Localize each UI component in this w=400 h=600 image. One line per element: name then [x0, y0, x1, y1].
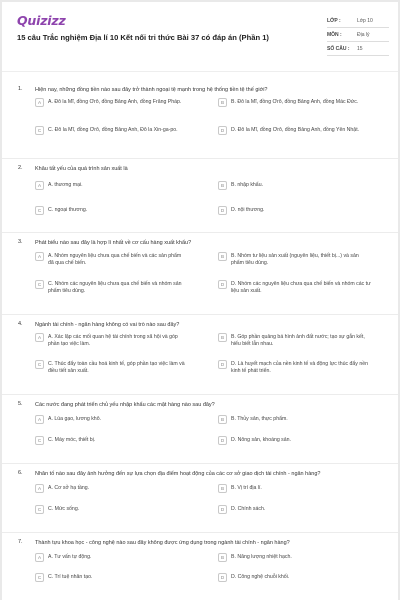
option-letter-box: B: [218, 333, 227, 342]
option-c[interactable]: [35, 506, 188, 514]
option-a[interactable]: [35, 334, 188, 348]
meta-row-subject: [327, 28, 389, 42]
question-number: 5.: [18, 401, 23, 407]
question-item: [2, 80, 398, 159]
question-item: [2, 159, 398, 233]
question-item: [2, 464, 398, 533]
option-letter-box: C: [35, 436, 44, 445]
option-d[interactable]: [218, 574, 371, 582]
meta-label: LỚP :: [327, 17, 341, 24]
option-letter-box: B: [218, 98, 227, 107]
quizizz-logo: Quizizz: [17, 13, 66, 28]
option-letter-box: C: [35, 126, 44, 135]
option-letter-box: B: [218, 553, 227, 562]
meta-row-class: [327, 14, 389, 28]
question-text: Nhân tố nào sau đây ảnh hưởng đến sự lựa chọn địa điểm hoạt động của các cơ sở giao dịch tài chính - ngân hàng?: [35, 471, 321, 477]
meta-label: SỐ CÂU :: [327, 45, 350, 52]
option-text: A. Nhóm nguyên liệu chưa qua chế biến và các sản phẩm đã qua chế biến.: [48, 253, 182, 266]
option-letter-box: A: [35, 333, 44, 342]
question-number: 2.: [18, 165, 23, 171]
question-text: Khâu tất yếu của quá trình sản xuất là: [35, 166, 128, 172]
option-text: B. nhập khẩu.: [231, 182, 264, 188]
option-text: B. Thủy sản, thực phẩm.: [231, 416, 288, 422]
option-d[interactable]: [218, 127, 371, 135]
option-text: B. Năng lượng nhiệt hạch.: [231, 554, 292, 560]
option-text: D. Là huyết mạch của nền kinh tế và động lực thúc đẩy nền kinh tế phát triển.: [231, 361, 368, 374]
option-text: B. Đô la Mĩ, đồng Ơrô, đồng Bảng Anh, đồng Mác Đức.: [231, 99, 359, 105]
option-letter-box: C: [35, 360, 44, 369]
option-letter-box: B: [218, 181, 227, 190]
option-letter-box: D: [218, 280, 227, 289]
option-text: C. Trí tuệ nhân tạo.: [48, 574, 93, 580]
option-text: A. Lúa gạo, lương khô.: [48, 416, 102, 422]
option-letter-box: A: [35, 252, 44, 261]
option-text: C. Thúc đẩy toàn cầu hoá kinh tế, góp phần tạo việc làm và điều tiết sản xuất.: [48, 361, 185, 374]
option-text: A. Tư vấn tự động.: [48, 554, 92, 560]
option-b[interactable]: [218, 182, 371, 190]
question-number: 3.: [18, 239, 23, 245]
option-text: A. thương mại.: [48, 182, 83, 188]
question-number: 6.: [18, 470, 23, 476]
option-text: D. nội thương.: [231, 207, 265, 213]
option-d[interactable]: [218, 281, 371, 295]
option-d[interactable]: [218, 207, 371, 215]
option-text: D. Công nghệ chuỗi khối.: [231, 574, 290, 580]
option-d[interactable]: [218, 506, 371, 514]
option-c[interactable]: [35, 437, 188, 445]
option-letter-box: D: [218, 360, 227, 369]
option-b[interactable]: [218, 485, 371, 493]
meta-box: [327, 14, 389, 56]
option-d[interactable]: [218, 437, 371, 445]
option-letter-box: A: [35, 181, 44, 190]
option-c[interactable]: [35, 281, 188, 295]
option-letter-box: D: [218, 436, 227, 445]
option-letter-box: B: [218, 415, 227, 424]
option-letter-box: B: [218, 484, 227, 493]
option-text: B. Nhóm tư liệu sản xuất (nguyên liệu, thiết bị...) và sản phẩm tiêu dùng.: [231, 253, 359, 266]
option-letter-box: A: [35, 98, 44, 107]
option-a[interactable]: [35, 416, 188, 424]
option-letter-box: D: [218, 206, 227, 215]
option-text: A. Xác lập các mối quan hệ tài chính trong xã hội và góp phần tạo việc làm.: [48, 334, 178, 347]
question-text: Phát biểu nào sau đây là hợp lí nhất về cơ cấu hàng xuất khẩu?: [35, 240, 192, 246]
meta-value: 15: [357, 45, 363, 52]
option-c[interactable]: [35, 361, 188, 375]
option-text: B. Góp phần quảng bá hình ảnh đất nước; tạo sự gắn kết, hiểu biết lẫn nhau.: [231, 334, 365, 347]
question-item: [2, 315, 398, 395]
option-c[interactable]: [35, 127, 188, 135]
option-text: C. ngoại thương.: [48, 207, 88, 213]
option-letter-box: D: [218, 126, 227, 135]
option-text: D. Đô la Mĩ, đồng Ơrô, đồng Bảng Anh, đồng Yên Nhật.: [231, 127, 360, 133]
question-number: 4.: [18, 321, 23, 327]
option-a[interactable]: [35, 253, 188, 267]
option-text: C. Nhóm các nguyên liệu chưa qua chế biến và nhóm sản phẩm tiêu dùng.: [48, 281, 182, 294]
option-letter-box: D: [218, 573, 227, 582]
question-text: Ngành tài chính - ngân hàng không có vai trò nào sau đây?: [35, 322, 180, 328]
option-b[interactable]: [218, 99, 371, 107]
meta-row-count: [327, 42, 389, 56]
option-a[interactable]: [35, 99, 188, 107]
option-c[interactable]: [35, 207, 188, 215]
option-a[interactable]: [35, 182, 188, 190]
worksheet-page: [2, 2, 398, 600]
question-number: 7.: [18, 539, 23, 545]
option-letter-box: A: [35, 553, 44, 562]
question-item: [2, 533, 398, 600]
option-letter-box: C: [35, 505, 44, 514]
option-text: B. Vị trí địa lí.: [231, 485, 262, 491]
worksheet-header: [2, 2, 398, 72]
option-text: A. Đô la Mĩ, đồng Ơrô, đồng Bảng Anh, đồng Frăng Pháp.: [48, 99, 182, 105]
option-a[interactable]: [35, 485, 188, 493]
option-text: C. Đô la Mĩ, đồng Ơrô, đồng Bảng Anh, Đô la Xin-ga-po.: [48, 127, 178, 133]
meta-value: Lớp 10: [357, 17, 373, 24]
option-b[interactable]: [218, 416, 371, 424]
option-letter-box: A: [35, 415, 44, 424]
option-text: C. Mức sống.: [48, 506, 80, 512]
option-letter-box: B: [218, 252, 227, 261]
option-b[interactable]: [218, 554, 371, 562]
option-letter-box: C: [35, 280, 44, 289]
question-text: Các nước đang phát triển chủ yếu nhập khẩu các mặt hàng nào sau đây?: [35, 402, 215, 408]
page-title: 15 câu Trắc nghiệm Địa lí 10 Kết nối tri thức Bài 37 có đáp án (Phần 1): [17, 33, 269, 42]
option-d[interactable]: [218, 361, 371, 375]
question-list: [2, 80, 398, 600]
question-item: [2, 395, 398, 464]
question-text: Hiện nay, những đồng tiền nào sau đây trở thành ngoại tệ mạnh trong hệ thống tiền tệ thế giới?: [35, 87, 268, 93]
question-number: 1.: [18, 86, 23, 92]
option-letter-box: A: [35, 484, 44, 493]
option-text: D. Chính sách.: [231, 506, 266, 512]
option-letter-box: D: [218, 505, 227, 514]
option-text: D. Nhóm các nguyên liệu chưa qua chế biến và nhóm các tư liệu sản xuất.: [231, 281, 371, 294]
option-c[interactable]: [35, 574, 188, 582]
meta-label: MÔN :: [327, 31, 342, 38]
option-text: D. Nông sản, khoáng sản.: [231, 437, 291, 443]
option-a[interactable]: [35, 554, 188, 562]
option-text: A. Cơ sở hạ tầng.: [48, 485, 90, 491]
option-b[interactable]: [218, 334, 371, 348]
option-letter-box: C: [35, 206, 44, 215]
option-b[interactable]: [218, 253, 371, 267]
meta-value: Địa lý: [357, 31, 370, 38]
option-text: C. Máy móc, thiết bị.: [48, 437, 96, 443]
option-letter-box: C: [35, 573, 44, 582]
question-text: Thành tựu khoa học - công nghệ nào sau đây không được ứng dụng trong ngành tài chính - ngân hàng?: [35, 540, 290, 546]
question-item: [2, 233, 398, 315]
